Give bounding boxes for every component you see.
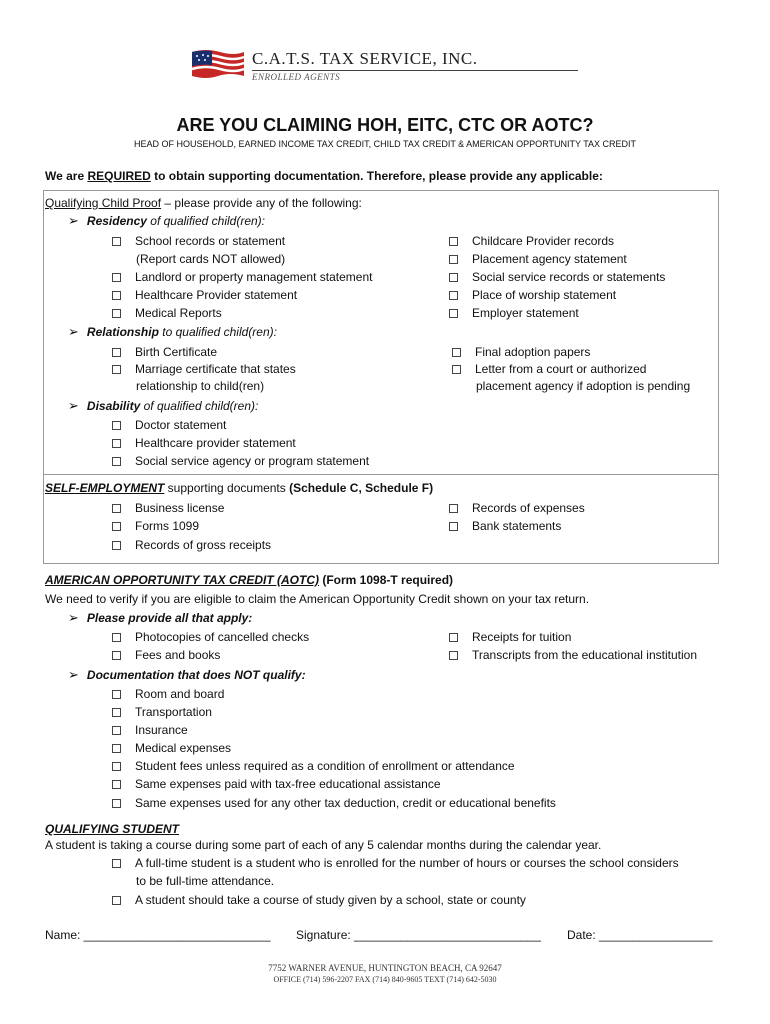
item-label: Medical expenses bbox=[135, 741, 232, 755]
date-field[interactable]: Date: _________________ bbox=[567, 928, 713, 942]
item-note: (Report cards NOT allowed) bbox=[136, 252, 286, 266]
checklist-item[interactable] bbox=[449, 270, 665, 284]
checkbox-icon[interactable] bbox=[112, 457, 121, 466]
qs-heading: QUALIFYING STUDENT bbox=[45, 822, 179, 836]
checklist-item[interactable] bbox=[449, 252, 627, 266]
checkbox-icon[interactable] bbox=[449, 291, 458, 300]
item-label: Same expenses paid with tax-free educational assistance bbox=[135, 777, 441, 791]
checklist-item[interactable] bbox=[112, 270, 372, 284]
item-label: Photocopies of cancelled checks bbox=[135, 630, 310, 644]
checkbox-icon[interactable] bbox=[452, 365, 461, 374]
checkbox-icon[interactable] bbox=[112, 744, 121, 753]
checkbox-icon[interactable] bbox=[449, 237, 458, 246]
item-label: A full-time student is a student who is enrolled for the number of hours or courses the school considers bbox=[135, 856, 679, 870]
checklist-item[interactable] bbox=[449, 234, 614, 248]
page-subtitle: HEAD OF HOUSEHOLD, EARNED INCOME TAX CREDIT, CHILD TAX CREDIT & AMERICAN OPPORTUNITY TAX CREDIT bbox=[133, 139, 637, 149]
checkbox-icon[interactable] bbox=[112, 708, 121, 717]
footer-contact: OFFICE (714) 596-2207 FAX (714) 840-9605 TEXT (714) 642-5030 bbox=[273, 975, 497, 984]
item-label: Social service agency or program statement bbox=[135, 454, 370, 468]
arrow-icon: ➢ bbox=[68, 398, 79, 413]
header-rule bbox=[252, 70, 578, 71]
item-label: Transcripts from the educational institution bbox=[472, 648, 697, 662]
checkbox-icon[interactable] bbox=[112, 522, 121, 531]
checklist-item[interactable] bbox=[112, 234, 285, 248]
checkbox-icon[interactable] bbox=[112, 504, 121, 513]
checklist-item[interactable] bbox=[112, 418, 226, 432]
aotc-apply-label bbox=[68, 611, 252, 625]
checklist-item[interactable] bbox=[112, 538, 271, 552]
intro-line bbox=[45, 169, 603, 183]
checkbox-icon[interactable] bbox=[112, 896, 121, 905]
checklist-item[interactable] bbox=[112, 777, 441, 791]
checklist-item[interactable] bbox=[112, 454, 369, 468]
checkbox-icon[interactable] bbox=[112, 780, 121, 789]
checklist-item[interactable] bbox=[112, 759, 515, 773]
se-heading-bold: (Schedule C, Schedule F) bbox=[289, 481, 434, 495]
checkbox-icon[interactable] bbox=[112, 541, 121, 550]
checkbox-icon[interactable] bbox=[449, 273, 458, 282]
checkbox-icon[interactable] bbox=[449, 522, 458, 531]
checklist-item[interactable] bbox=[449, 306, 579, 320]
company-subtitle: ENROLLED AGENTS bbox=[252, 72, 341, 82]
checkbox-icon[interactable] bbox=[449, 504, 458, 513]
item-label: Records of gross receipts bbox=[135, 538, 272, 552]
checkbox-icon[interactable] bbox=[452, 348, 461, 357]
item-label: Social service records or statements bbox=[472, 270, 666, 284]
qcp-heading-rest: – please provide any of the following: bbox=[161, 196, 362, 210]
checkbox-icon[interactable] bbox=[112, 348, 121, 357]
item-note: relationship to child(ren) bbox=[136, 379, 265, 393]
checkbox-icon[interactable] bbox=[112, 859, 121, 868]
aotc-intro: We need to verify if you are eligible to claim the American Opportunity Credit shown on your tax return. bbox=[45, 592, 590, 606]
arrow-icon: ➢ bbox=[68, 610, 79, 625]
qs-intro: A student is taking a course during some part of each of any 5 calendar months during the calendar year. bbox=[45, 838, 602, 852]
item-label: Transportation bbox=[135, 705, 212, 719]
se-heading-rest: supporting documents bbox=[164, 481, 290, 495]
disability-label bbox=[68, 399, 258, 413]
apply-label: Please provide all that apply: bbox=[86, 611, 253, 625]
aotc-heading-bold: (Form 1098-T required) bbox=[319, 573, 454, 587]
item-label: Childcare Provider records bbox=[472, 234, 615, 248]
checkbox-icon[interactable] bbox=[112, 421, 121, 430]
item-label: Room and board bbox=[135, 687, 225, 701]
checkbox-icon[interactable] bbox=[112, 799, 121, 808]
notq-label: Documentation that does NOT qualify: bbox=[86, 668, 306, 682]
item-label: Employer statement bbox=[472, 306, 579, 320]
footer-address: 7752 WARNER AVENUE, HUNTINGTON BEACH, CA 92647 bbox=[268, 963, 502, 973]
item-label: Place of worship statement bbox=[472, 288, 617, 302]
checkbox-icon[interactable] bbox=[112, 762, 121, 771]
item-label: Forms 1099 bbox=[135, 519, 200, 533]
item-label: Receipts for tuition bbox=[472, 630, 572, 644]
residency-label bbox=[68, 214, 265, 228]
checklist-item[interactable] bbox=[112, 687, 224, 701]
relationship-label bbox=[68, 325, 277, 339]
item-label: Final adoption papers bbox=[475, 345, 591, 359]
qcp-heading bbox=[45, 196, 362, 210]
checkbox-icon[interactable] bbox=[112, 273, 121, 282]
se-heading-label: SELF-EMPLOYMENT bbox=[45, 481, 165, 495]
arrow-icon: ➢ bbox=[68, 324, 79, 339]
checklist-item[interactable] bbox=[112, 705, 212, 719]
item-label: Same expenses used for any other tax deduction, credit or educational benefits bbox=[135, 796, 556, 810]
item-label: A student should take a course of study given by a school, state or county bbox=[135, 893, 526, 907]
checkbox-icon[interactable] bbox=[112, 291, 121, 300]
checkbox-icon[interactable] bbox=[449, 309, 458, 318]
checklist-item[interactable] bbox=[449, 648, 697, 662]
checkbox-icon[interactable] bbox=[449, 633, 458, 642]
residency-label-bold: Residency bbox=[86, 214, 147, 228]
item-label: Healthcare provider statement bbox=[135, 436, 296, 450]
intro-required: REQUIRED bbox=[87, 169, 151, 183]
disability-label-rest: of qualified child(ren): bbox=[140, 399, 259, 413]
checklist-item[interactable] bbox=[112, 796, 556, 810]
checkbox-icon[interactable] bbox=[449, 651, 458, 660]
checkbox-icon[interactable] bbox=[112, 690, 121, 699]
item-label: Healthcare Provider statement bbox=[135, 288, 298, 302]
name-field[interactable]: Name: ____________________________ bbox=[45, 928, 271, 942]
signature-field[interactable]: Signature: ____________________________ bbox=[296, 928, 541, 942]
relationship-label-bold: Relationship bbox=[86, 325, 159, 339]
checklist-item[interactable] bbox=[112, 519, 199, 533]
aotc-heading bbox=[45, 573, 453, 587]
checklist-item[interactable] bbox=[449, 501, 585, 515]
item-label: Business license bbox=[135, 501, 225, 515]
item-label: Doctor statement bbox=[135, 418, 227, 432]
checklist-item[interactable] bbox=[112, 856, 679, 870]
company-name: C.A.T.S. TAX SERVICE, INC. bbox=[252, 49, 478, 68]
checklist-item[interactable] bbox=[112, 893, 526, 907]
se-heading bbox=[45, 481, 433, 495]
checklist-item[interactable] bbox=[449, 630, 571, 644]
aotc-notq-label bbox=[68, 668, 306, 682]
item-note: to be full-time attendance. bbox=[136, 874, 275, 888]
checklist-item[interactable] bbox=[112, 723, 188, 737]
checklist-item[interactable] bbox=[449, 288, 616, 302]
page-title: ARE YOU CLAIMING HOH, EITC, CTC OR AOTC? bbox=[176, 115, 594, 135]
item-label: Records of expenses bbox=[472, 501, 585, 515]
item-label: Letter from a court or authorized bbox=[475, 362, 647, 376]
checkbox-icon[interactable] bbox=[449, 255, 458, 264]
checkbox-icon[interactable] bbox=[112, 726, 121, 735]
checklist-item[interactable] bbox=[112, 362, 296, 376]
item-label: Placement agency statement bbox=[472, 252, 627, 266]
checklist-item[interactable] bbox=[112, 288, 297, 302]
intro-post: to obtain supporting documentation. Therefore, please provide any applicable: bbox=[150, 169, 603, 183]
qcp-heading-label: Qualifying Child Proof bbox=[45, 196, 162, 210]
logo bbox=[190, 46, 246, 80]
relationship-label-rest: to qualified child(ren): bbox=[158, 325, 277, 339]
item-label: Fees and books bbox=[135, 648, 221, 662]
item-label: School records or statement bbox=[135, 234, 286, 248]
intro-pre: We are bbox=[45, 169, 88, 183]
item-note: placement agency if adoption is pending bbox=[476, 379, 691, 393]
item-label: Birth Certificate bbox=[135, 345, 218, 359]
item-label: Insurance bbox=[135, 723, 188, 737]
checklist-item[interactable] bbox=[452, 345, 590, 359]
item-label: Bank statements bbox=[472, 519, 562, 533]
item-label: Student fees unless required as a condition of enrollment or attendance bbox=[135, 759, 515, 773]
checklist-item[interactable] bbox=[112, 306, 222, 320]
arrow-icon: ➢ bbox=[68, 213, 79, 228]
item-label: Marriage certificate that states bbox=[135, 362, 296, 376]
flag-icon bbox=[190, 46, 246, 80]
checklist-item[interactable] bbox=[112, 648, 220, 662]
arrow-icon: ➢ bbox=[68, 667, 79, 682]
checkbox-icon[interactable] bbox=[112, 633, 121, 642]
disability-label-bold: Disability bbox=[86, 399, 141, 413]
checklist-item[interactable] bbox=[112, 436, 296, 450]
checkbox-icon[interactable] bbox=[112, 365, 121, 374]
checklist-item[interactable] bbox=[452, 362, 646, 376]
checkbox-icon[interactable] bbox=[112, 309, 121, 318]
checklist-item[interactable] bbox=[112, 630, 309, 644]
item-label: Landlord or property management statement bbox=[135, 270, 373, 284]
checklist-item[interactable] bbox=[449, 519, 561, 533]
checkbox-icon[interactable] bbox=[112, 237, 121, 246]
checklist-item[interactable] bbox=[112, 741, 231, 755]
checklist-item[interactable] bbox=[112, 501, 224, 515]
checkbox-icon[interactable] bbox=[112, 651, 121, 660]
checkbox-icon[interactable] bbox=[112, 439, 121, 448]
aotc-heading-label: AMERICAN OPPORTUNITY TAX CREDIT (AOTC) bbox=[45, 573, 320, 587]
residency-label-rest: of qualified child(ren): bbox=[146, 214, 265, 228]
item-label: Medical Reports bbox=[135, 306, 222, 320]
checklist-item[interactable] bbox=[112, 345, 217, 359]
